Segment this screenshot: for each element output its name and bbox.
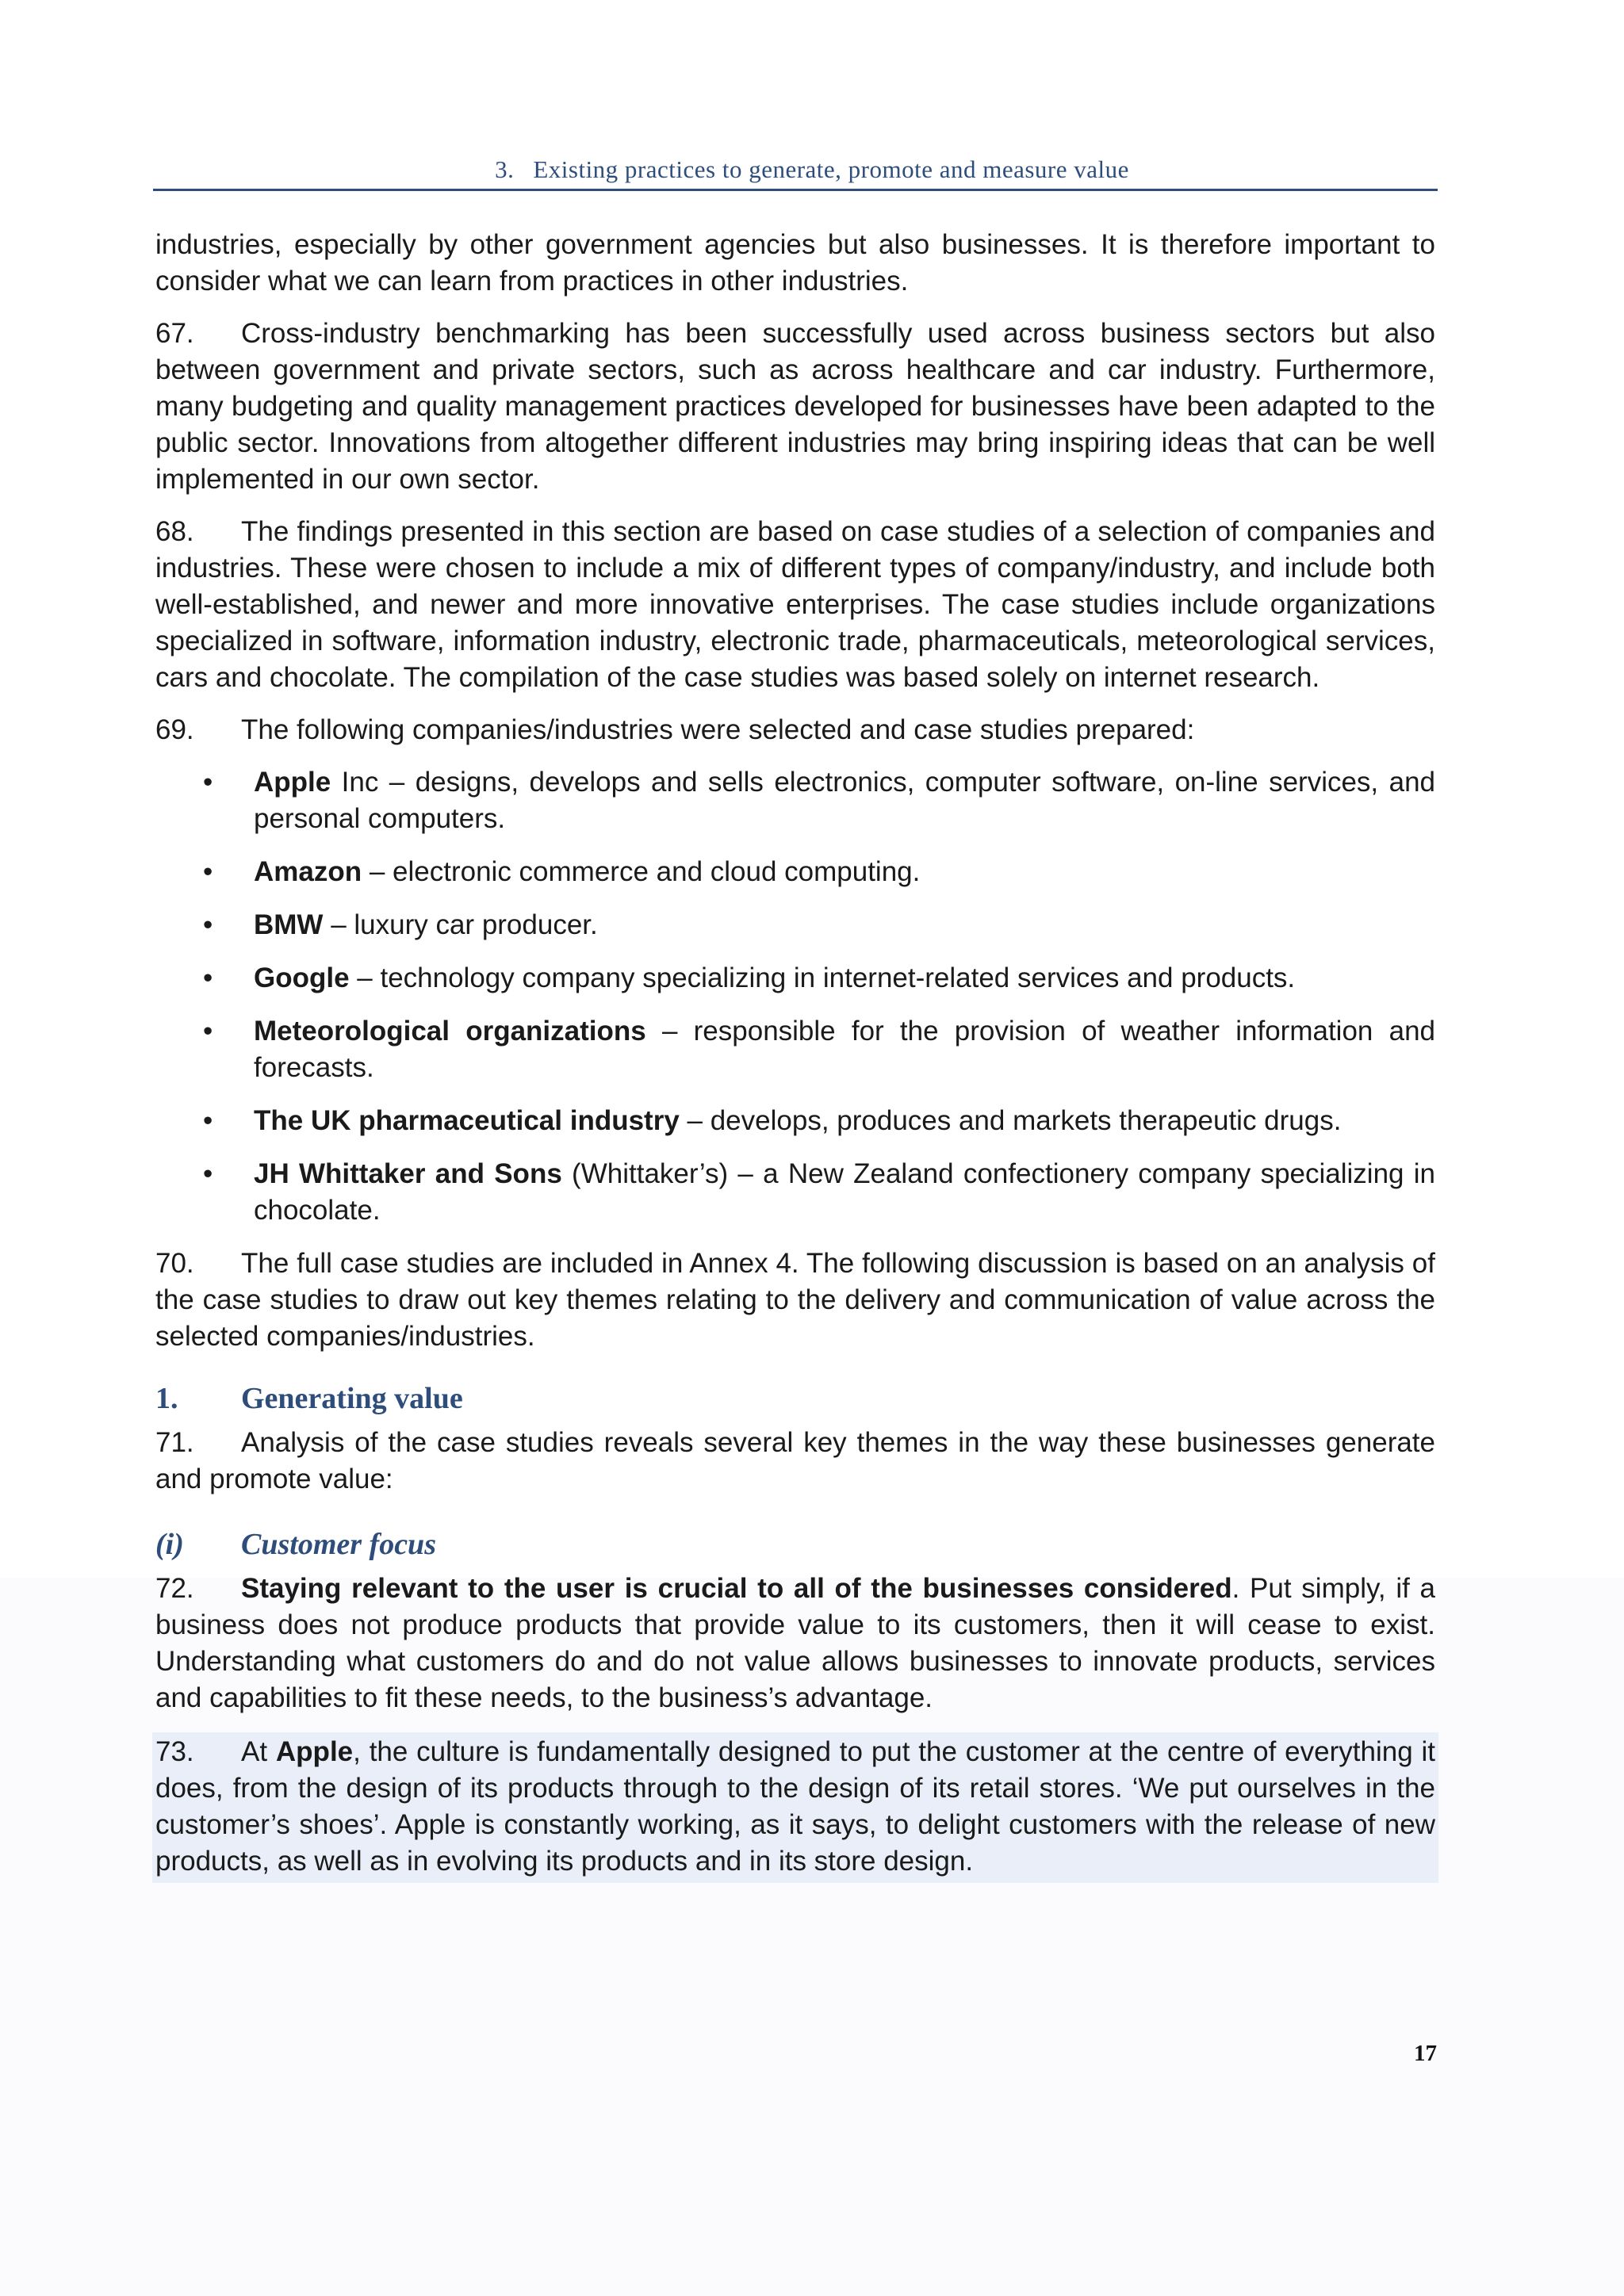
list-item xyxy=(155,764,1435,837)
paragraph-number: 67. xyxy=(155,318,194,349)
running-header xyxy=(0,155,1624,184)
paragraph-number: 70. xyxy=(155,1248,194,1279)
bullet-icon: • xyxy=(203,962,213,993)
heading-number: (i) xyxy=(155,1528,184,1561)
paragraph-70 xyxy=(155,1246,1435,1355)
paragraph-71 xyxy=(155,1425,1435,1498)
paragraph-text: Cross-industry benchmarking has been successfully used across business sectors but also between government and private sectors, such as across healthcare and car industry. Furthermore, many budgeting and quality management practices developed for businesses have been adapted to the public sector. Innovations from altogether different industries may bring inspiring ideas that can be well implemented in our own sector. xyxy=(155,318,1435,495)
paragraph-68 xyxy=(155,514,1435,696)
header-section-number: 3. xyxy=(495,155,515,183)
heading-number: 1. xyxy=(155,1382,178,1415)
case-name: JH Whittaker and Sons xyxy=(254,1158,562,1189)
case-description: – electronic commerce and cloud computing. xyxy=(362,856,921,887)
bullet-icon: • xyxy=(203,767,213,798)
case-name: BMW xyxy=(254,909,324,940)
bullet-icon: • xyxy=(203,1016,213,1047)
paragraph-text: The findings presented in this section are based on case studies of a selection of companies and industries. These were chosen to include a mix of different types of company/industry, and include both well-established, and newer and more innovative enterprises. The case studies include organizations specialized in software, information industry, electronic trade, pharmaceuticals, meteorological services, cars and chocolate. The compilation of the case studies was based solely on internet research. xyxy=(155,516,1435,693)
page-number: 17 xyxy=(1414,2041,1437,2066)
subsection-heading xyxy=(155,1525,1435,1564)
paragraph-69 xyxy=(155,712,1435,748)
case-name: Apple xyxy=(254,767,331,798)
paragraph-text: The following companies/industries were selected and case studies prepared: xyxy=(241,714,1195,745)
paragraph-text: Analysis of the case studies reveals several key themes in the way these businesses generate and promote value: xyxy=(155,1427,1435,1494)
header-section-title: Existing practices to generate, promote and measure value xyxy=(533,155,1129,183)
case-description: – responsible for the provision of weather information and forecasts. xyxy=(254,1016,1435,1083)
intro-paragraph: industries, especially by other government agencies but also businesses. It is therefore important to consider what we can learn from practices in other industries. xyxy=(155,229,1435,297)
heading-title: Generating value xyxy=(241,1382,463,1415)
case-study-list xyxy=(155,764,1435,1229)
list-item xyxy=(155,1156,1435,1229)
paragraph-72 xyxy=(155,1571,1435,1716)
header-divider xyxy=(153,189,1438,191)
list-item xyxy=(155,1013,1435,1086)
bullet-icon: • xyxy=(203,909,213,940)
list-item xyxy=(155,854,1435,890)
paragraph-text: , the culture is fundamentally designed to put the customer at the centre of everything it does, from the design of its products through to the design of its retail stores. ‘We put ourselves in the customer’s shoes’. Apple is constantly working, as it says, to delight customers with the release of new products, as well as in evolving its products and in its store design. xyxy=(155,1736,1435,1877)
paragraph-number: 69. xyxy=(155,714,194,745)
paragraph-number: 68. xyxy=(155,516,194,547)
paragraph-text: . Put simply, if a business does not produce products that provide value to its customers, then it will cease to exist. Understanding what customers do and do not value allows businesses to innovate products, services and capabilities to fit these needs, to the business’s advantage. xyxy=(155,1573,1435,1713)
heading-title: Customer focus xyxy=(241,1528,436,1561)
bullet-icon: • xyxy=(203,1105,213,1136)
case-name: Amazon xyxy=(254,856,362,887)
list-item xyxy=(155,1103,1435,1139)
paragraph-73-highlighted xyxy=(152,1732,1438,1883)
case-name: Meteorological organizations xyxy=(254,1016,646,1047)
paragraph-bold-term: Apple xyxy=(275,1736,354,1767)
paragraph-prefix: At xyxy=(241,1736,276,1767)
bullet-icon: • xyxy=(203,1158,213,1189)
paragraph-number: 71. xyxy=(155,1427,194,1458)
paragraph-67 xyxy=(155,316,1435,498)
paragraph-number: 72. xyxy=(155,1573,194,1604)
list-item xyxy=(155,907,1435,943)
bullet-icon: • xyxy=(203,856,213,887)
paragraph-text: The full case studies are included in Annex 4. The following discussion is based on an analysis of the case studies to draw out key themes relating to the delivery and communication of value across the selected companies/industries. xyxy=(155,1248,1435,1352)
list-item xyxy=(155,960,1435,997)
case-description: – develops, produces and markets therapeutic drugs. xyxy=(679,1105,1342,1136)
page-body xyxy=(155,227,1435,1899)
case-name: The UK pharmaceutical industry xyxy=(254,1105,680,1136)
section-heading xyxy=(155,1379,1435,1418)
case-description: – luxury car producer. xyxy=(323,909,598,940)
case-name: Google xyxy=(254,962,350,993)
case-description: – technology company specializing in internet-related services and products. xyxy=(349,962,1296,993)
case-description: (Whittaker’s) – a New Zealand confectionery company specializing in chocolate. xyxy=(254,1158,1436,1226)
paragraph-number: 73. xyxy=(155,1736,194,1767)
case-description: Inc – designs, develops and sells electronics, computer software, on-line services, and personal computers. xyxy=(254,767,1435,834)
paragraph-bold-lead: Staying relevant to the user is crucial to all of the businesses considered xyxy=(241,1573,1232,1604)
